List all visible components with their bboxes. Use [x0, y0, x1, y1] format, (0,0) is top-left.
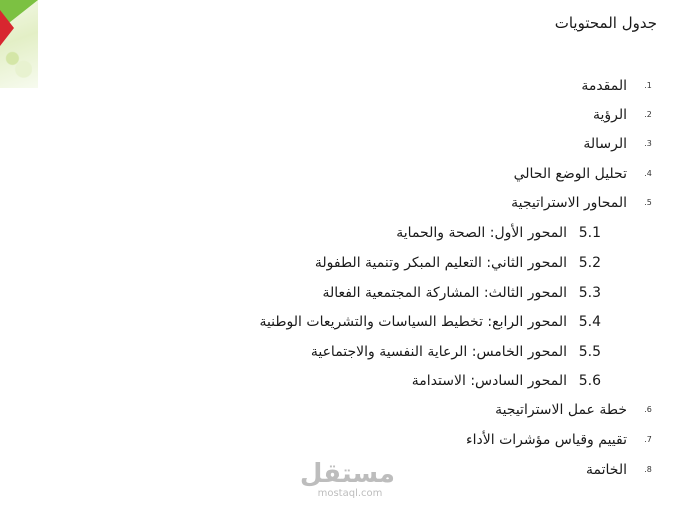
toc-item-label: الرؤية [592, 107, 627, 123]
toc-subitem-label: المحور السادس: الاستدامة [411, 373, 567, 389]
watermark-logo [299, 459, 395, 500]
toc-item-label: المقدمة [581, 78, 627, 94]
toc-subitem-label: المحور الأول: الصحة والحماية [396, 225, 567, 241]
toc-item-number: 6. [644, 405, 652, 414]
toc-item-label: خطة عمل الاستراتيجية [495, 402, 627, 418]
toc-item-number: 5. [644, 198, 652, 207]
toc-subitem-label: المحور الرابع: تخطيط السياسات والتشريعات الوطنية [259, 314, 567, 330]
toc-item-number: 1. [644, 81, 652, 90]
toc-subitem-label: المحور الخامس: الرعاية النفسية والاجتماعية [310, 344, 567, 360]
toc-item-label: الخاتمة [586, 462, 627, 478]
toc-subitem-number: 5.2 [578, 255, 601, 271]
toc-subitem-number: 5.3 [578, 285, 601, 301]
toc-item-number: 3. [644, 139, 652, 148]
toc-subitem-label: المحور الثاني: التعليم المبكر وتنمية الطفولة [314, 255, 567, 271]
toc-item-number: 8. [644, 465, 652, 474]
toc-subitem-number: 5.6 [578, 373, 601, 389]
toc-subitem-number: 5.5 [578, 344, 601, 360]
watermark-latin: mostaql.com [317, 488, 383, 499]
toc-subitem-number: 5.4 [578, 314, 601, 330]
toc-item-label: الرسالة [583, 136, 627, 152]
toc-item-label: تقييم وقياس مؤشرات الأداء [466, 432, 627, 448]
toc-item-label: تحليل الوضع الحالي [513, 166, 627, 182]
toc-item-label: المحاور الاستراتيجية [511, 195, 627, 211]
toc-subitem-label: المحور الثالث: المشاركة المجتمعية الفعالة [322, 285, 567, 301]
watermark-arabic: مستقل [299, 459, 395, 489]
toc-item-number: 7. [644, 435, 652, 444]
toc-subitem-number: 5.1 [578, 225, 601, 241]
toc-item-number: 2. [644, 110, 652, 119]
toc-item-number: 4. [644, 169, 652, 178]
page-title: جدول المحتويات [554, 14, 657, 32]
